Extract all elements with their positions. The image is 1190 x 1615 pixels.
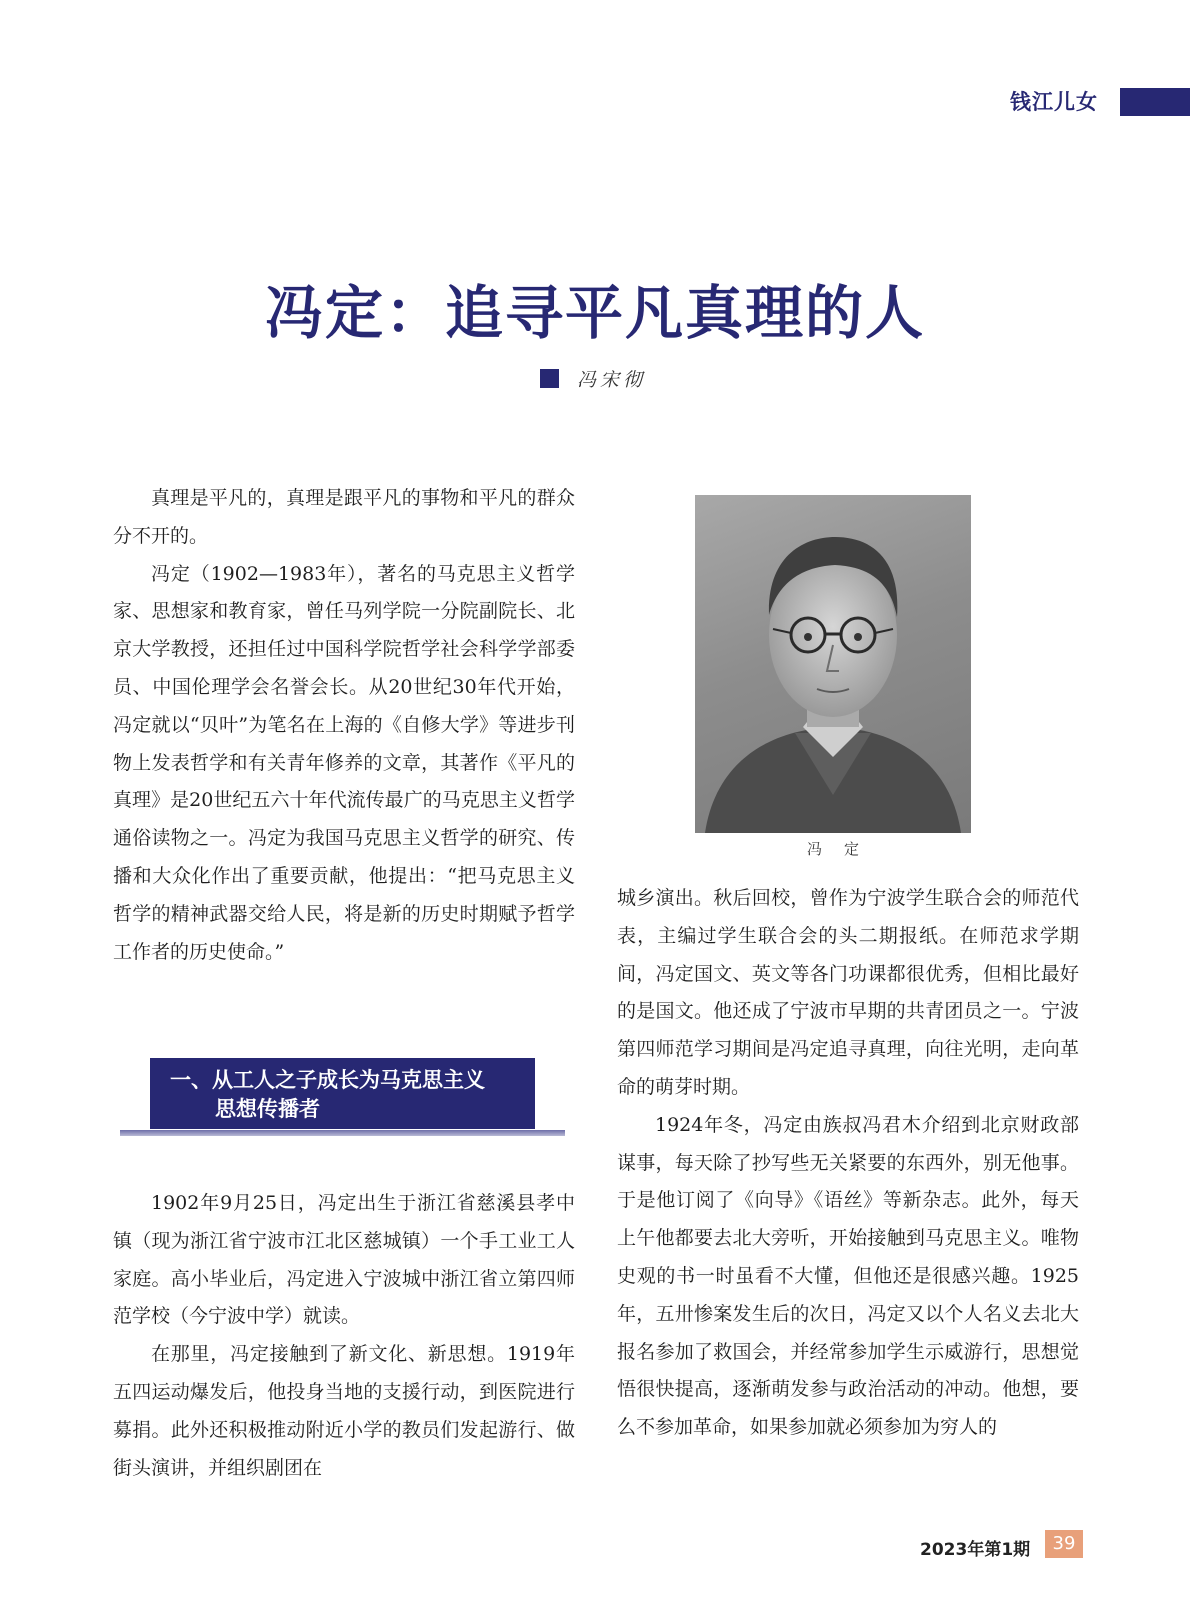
- section-heading-line-1: 一、从工人之子成长为马克思主义: [170, 1068, 485, 1092]
- left-column-top: [113, 480, 575, 971]
- section-heading-line-2: 思想传播者: [215, 1097, 320, 1121]
- article-title: 冯定：追寻平凡真理的人: [264, 279, 925, 347]
- page-number: 39: [1045, 1530, 1083, 1558]
- paragraph: 1902年9月25日，冯定出生于浙江省慈溪县孝中镇（现为浙江省宁波市江北区慈城镇）一个手工业工人家庭。高小毕业后，冯定进入宁波城中浙江省立第四师范学校（今宁波中学）就读。: [113, 1192, 575, 1328]
- section-label: 钱江儿女: [1010, 90, 1098, 114]
- portrait-illustration: [695, 495, 971, 833]
- left-column-bottom: [113, 1185, 575, 1487]
- right-column: [617, 880, 1079, 1447]
- section-heading: [150, 1058, 535, 1129]
- paragraph: 1924年冬，冯定由族叔冯君木介绍到北京财政部谋事，每天除了抄写些无关紧要的东西外，别无他事。于是他订阅了《向导》《语丝》等新杂志。此外，每天上午他都要去北大旁听，开始接触到马克思主义。唯物史观的书一时虽看不大懂，但他还是很感兴趣。1925年，五卅惨案发生后的次日，冯定又以个人名义去北大报名参加了救国会，并经常参加学生示威游行，思想觉悟很快提高，逐渐萌发参与政治活动的冲动。他想，要么不参加革命，如果参加就必须参加为穷人的: [617, 1113, 1079, 1439]
- paragraph-continuation: 城乡演出。秋后回校，曾作为宁波学生联合会的师范代表，主编过学生联合会的头二期报纸。在师范求学期间，冯定国文、英文等各门功课都很优秀，但相比最好的是国文。他还成了宁波市早期的共青团员之一。宁波第四师范学习期间是冯定追寻真理，向往光明，走向革命的萌芽时期。: [617, 887, 1079, 1098]
- paragraph: 在那里，冯定接触到了新文化、新思想。1919年五四运动爆发后，他投身当地的支援行动，到医院进行募捐。此外还积极推动附近小学的教员们发起游行、做街头演讲，并组织剧团在: [113, 1343, 575, 1479]
- portrait-photo: [695, 495, 971, 833]
- byline-square-icon: [540, 369, 559, 388]
- section-bar: [1120, 88, 1190, 116]
- photo-caption: 冯定: [806, 840, 881, 858]
- paragraph: 真理是平凡的，真理是跟平凡的事物和平凡的群众分不开的。: [113, 487, 575, 547]
- section-heading-underline: [120, 1130, 565, 1136]
- paragraph: 冯定（1902—1983年），著名的马克思主义哲学家、思想家和教育家，曾任马列学院一分院副院长、北京大学教授，还担任过中国科学院哲学社会科学学部委员、中国伦理学会名誉会长。从20世纪30年代开始，冯定就以“贝叶”为笔名在上海的《自修大学》等进步刊物上发表哲学和有关青年修养的文章，其著作《平凡的真理》是20世纪五六十年代流传最广的马克思主义哲学通俗读物之一。冯定为我国马克思主义哲学的研究、传播和大众化作出了重要贡献，他提出：“把马克思主义哲学的精神武器交给人民，将是新的历史时期赋予哲学工作者的历史使命。”: [113, 562, 575, 963]
- byline: [540, 365, 646, 392]
- author-name: 冯宋彻: [577, 369, 647, 391]
- issue-label: 2023年第1期: [920, 1540, 1031, 1560]
